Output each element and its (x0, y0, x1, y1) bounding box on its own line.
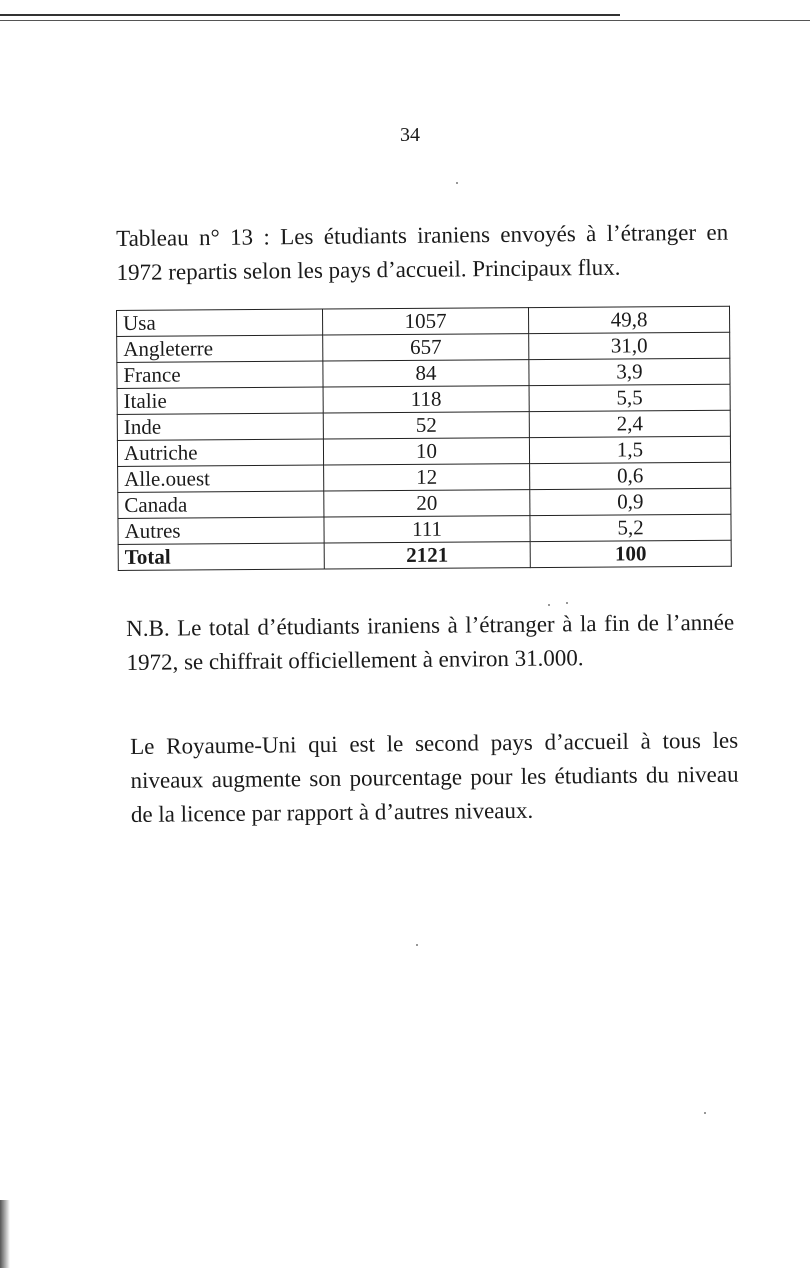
table-row (117, 358, 730, 388)
count-cell: 20 (324, 490, 530, 517)
country-cell: Inde (117, 413, 323, 440)
table-row (117, 332, 730, 362)
percent-cell: 0,9 (530, 488, 731, 515)
count-cell: 12 (324, 464, 530, 491)
percent-cell: 49,8 (528, 306, 729, 333)
count-cell: 84 (323, 360, 529, 387)
body-paragraph: Le Royaume-Uni qui est le second pays d’accueil à tous les niveaux augmente son pourcentage pour les étudiants du niveau de la licence par rapport à d’autres niveaux. (130, 727, 739, 827)
table-row (117, 306, 730, 336)
top-rule-thin (0, 20, 810, 21)
count-cell: 657 (323, 334, 529, 361)
count-cell: 52 (323, 412, 529, 439)
table-row (118, 488, 731, 518)
table-total-row (118, 540, 731, 570)
table-row (117, 436, 730, 466)
table-caption: Tableau n° 13 : Les étudiants iraniens envoyés à l’étranger en 1972 repartis selon les pays d’accueil. Principaux flux. (116, 219, 729, 285)
count-cell: 10 (323, 438, 529, 465)
page-number: 34 (400, 124, 420, 146)
scan-speck (456, 182, 458, 184)
scan-speck (566, 602, 568, 604)
country-cell: Angleterre (117, 335, 323, 362)
country-cell: Autres (118, 517, 324, 544)
count-cell: 118 (323, 386, 529, 413)
country-cell: Italie (117, 387, 323, 414)
total-count-cell: 2121 (324, 542, 530, 569)
top-rule (0, 14, 620, 16)
table-row (117, 410, 730, 440)
footnote: N.B. Le total d’étudiants iraniens à l’étranger à la fin de l’année 1972, se chiffrait officiellement à environ 31.000. (126, 609, 735, 675)
country-cell: France (117, 361, 323, 388)
country-cell: Canada (118, 491, 324, 518)
percent-cell: 0,6 (530, 462, 731, 489)
total-percent-cell: 100 (530, 540, 731, 567)
count-cell: 111 (324, 516, 530, 543)
percent-cell: 2,4 (529, 410, 730, 437)
table-row (117, 384, 730, 414)
percent-cell: 5,5 (529, 384, 730, 411)
scan-speck (548, 604, 550, 606)
percent-cell: 5,2 (530, 514, 731, 541)
table-row (118, 514, 731, 544)
total-label-cell: Total (118, 543, 324, 570)
scan-speck (416, 944, 418, 946)
percent-cell: 3,9 (529, 358, 730, 385)
scan-edge-shadow (0, 1200, 10, 1268)
table-row (118, 462, 731, 492)
scan-speck (704, 1112, 706, 1114)
country-cell: Usa (117, 309, 323, 336)
count-cell: 1057 (322, 308, 528, 335)
percent-cell: 1,5 (529, 436, 730, 463)
percent-cell: 31,0 (529, 332, 730, 359)
country-cell: Alle.ouest (118, 465, 324, 492)
data-table (116, 306, 732, 571)
country-cell: Autriche (117, 439, 323, 466)
